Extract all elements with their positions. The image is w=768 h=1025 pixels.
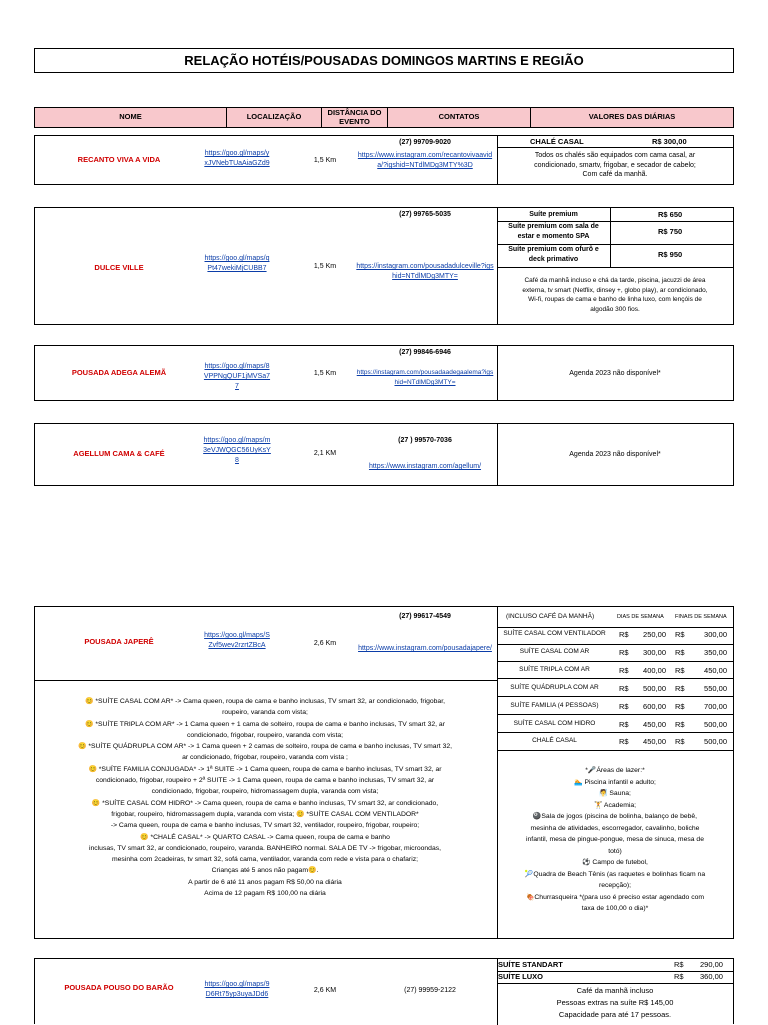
- header-dist-2: EVENTO: [339, 116, 370, 126]
- currency: R$: [619, 647, 629, 657]
- instagram-link[interactable]: https://instagram.com/pousadaadegaalema?igshid=NTdlMDg3MTY=: [356, 369, 494, 386]
- room-price: R$ 300,00: [652, 137, 687, 146]
- phone: (27) 99846-6946: [399, 349, 451, 356]
- desc-line: condicionado, frigobar, roupeiro + 2ª SUITE -> 1 Cama queen, roupa de cama e banho inclusas, TV smart 32, ar: [95, 777, 435, 785]
- weekday-price: 300,00: [643, 647, 666, 657]
- leisure-line: 🏋 Academia;: [593, 801, 637, 809]
- distance: 2,6 Km: [313, 640, 337, 647]
- weekday-price: 450,00: [643, 737, 666, 747]
- currency: R$: [675, 647, 685, 657]
- desc-line: mesinha com 2cadeiras, tv smart 32, sofá cama, ventilador, varanda com rede e vista para o chafariz;: [111, 856, 418, 864]
- distance: 1,5 Km: [313, 263, 337, 270]
- desc-line: Wi-fi, roupas de cama e banho de linha luxo, com lençóis de: [528, 296, 702, 303]
- map-link[interactable]: https://goo.gl/maps/8VPPNgQUF1jMVSa77: [203, 363, 271, 390]
- desc-line: 😊 *CHALÉ CASAL* -> QUARTO CASAL -> Cama queen, roupa de cama e banho: [140, 833, 390, 841]
- leisure-line: *🎤Áreas de lazer:*: [585, 767, 645, 774]
- col-header-week: DIAS DE SEMANA: [617, 614, 664, 620]
- phone: (27) 99709-9020: [399, 139, 451, 146]
- phone: (27) 99765-5035: [399, 211, 451, 218]
- header-valores: VALORES DAS DIÁRIAS: [588, 112, 676, 122]
- weekend-price: 300,00: [704, 630, 727, 639]
- desc-line: -> Cama queen, roupa de cama e banho inclusas, TV smart 32, ventilador, roupeiro, frigobar, roupeiro;: [110, 822, 420, 830]
- desc-line: externa, tv smart (Netflix, dinsey +, globo play), ar condicionado,: [522, 286, 708, 294]
- desc-line: condicionado, frigobar, roupeiro, varanda com vista;: [186, 731, 344, 739]
- distance: 2,6 KM: [313, 987, 337, 994]
- currency: R$: [675, 737, 685, 747]
- distance: 1,5 Km: [313, 370, 337, 377]
- leisure-areas: [497, 765, 733, 915]
- desc-line: inclusas, TV smart 32, ar condicionado, roupeiro, varanda. BANHEIRO normal. SALA DE TV -> frigobar, microondas,: [88, 844, 442, 852]
- weekday-price: 600,00: [643, 701, 666, 711]
- leisure-line: 🎱Sala de jogos (piscina de bolinha, balanço de bebê,: [532, 813, 698, 820]
- instagram-link[interactable]: https://instagram.com/pousadadulceville?igshid=NTdlMDg3MTY=: [356, 263, 494, 280]
- desc-line: Pessoas extras na suíte R$ 145,00: [556, 998, 674, 1007]
- desc-line: algodão 300 fios.: [590, 305, 640, 313]
- desc-line: Capacidade para até 17 pessoas.: [558, 1010, 672, 1019]
- currency: R$: [619, 630, 629, 639]
- currency: R$: [675, 701, 685, 711]
- desc-line: 😊 *SUÍTE CASAL COM AR* -> Cama queen, roupa de cama e banho inclusas, TV smart 32, ar condicionado, frigobar,: [84, 698, 445, 705]
- currency: R$: [619, 701, 629, 711]
- room-name: SUÍTE CASAL COM VENTILADOR: [503, 630, 606, 637]
- desc-line: ar condicionado, frigobar, roupeiro, varanda com vista ;: [182, 754, 348, 762]
- phone: (27) 99617-4549: [399, 613, 451, 620]
- desc-line: 😊 *SUÍTE CASAL COM HIDRO* -> Cama queen, roupa de cama e banho inclusas, TV smart 32, ar condicionado,: [91, 799, 439, 807]
- room-price: 360,00: [700, 972, 723, 981]
- col-header-weekend: FINAIS DE SEMANA: [675, 614, 727, 620]
- hotel-name: DULCE VILLE: [94, 263, 144, 272]
- room-price: 290,00: [700, 960, 723, 969]
- table-header: [34, 107, 734, 128]
- room-name: SUÍTE FAMILIA (4 PESSOAS): [510, 701, 599, 709]
- desc-line: Todos os chalés são equipados com cama casal, ar: [534, 152, 696, 159]
- currency: R$: [675, 683, 685, 693]
- hotel-name: AGELLUM CAMA & CAFÉ: [73, 449, 165, 458]
- weekday-price: 450,00: [643, 719, 666, 729]
- currency: R$: [619, 719, 629, 729]
- desc-line: 😊 *SUÍTE QUÁDRUPLA COM AR* -> 1 Cama queen + 2 camas de solteiro, roupa de cama e banho inclusas, TV smart 32,: [77, 743, 453, 751]
- weekday-price: 400,00: [643, 665, 666, 675]
- room-name: [497, 222, 610, 241]
- header-localizacao: LOCALIZAÇÃO: [227, 108, 322, 127]
- col-header-room: (INCLUSO CAFÉ DA MANHÃ): [506, 613, 595, 620]
- phone: (27 ) 99570-7036: [398, 437, 452, 444]
- leisure-line: ⚽ Campo de futebol,: [582, 859, 648, 866]
- desc-line: Café da manhã incluso: [576, 986, 654, 995]
- page-title: RELAÇÃO HOTÉIS/POUSADAS DOMINGOS MARTINS E REGIÃO: [34, 48, 734, 73]
- hotel-name: POUSADA ADEGA ALEMÃ: [71, 368, 167, 377]
- weekend-price: 700,00: [704, 701, 727, 711]
- map-link[interactable]: https://goo.gl/maps/yxJVNebTUaAiaGZd9: [204, 150, 270, 167]
- hotel-name: RECANTO VIVA A VIDA: [77, 155, 161, 164]
- room-name: CHALÉ CASAL: [532, 737, 577, 745]
- instagram-link[interactable]: https://www.instagram.com/recantovivaavida/?igshid=NTdlMDg3MTY%3D: [357, 152, 493, 169]
- desc-line: 😊 *SUÍTE FAMILIA CONJUGADA* -> 1ª SUITE -> 1 Cama queen, roupa de cama e banho inclusas, TV smart 32, ar: [88, 765, 442, 773]
- desc-line: condicionado, frigobar, roupeiro, hidromassagem dupla, varanda com vista;: [151, 788, 379, 796]
- room-line: Suíte premium com sala de: [508, 223, 599, 230]
- weekday-price: 500,00: [643, 683, 666, 693]
- room-descriptions: [36, 696, 494, 899]
- weekend-price: 550,00: [704, 683, 727, 693]
- weekend-price: 500,00: [704, 737, 727, 747]
- header-distancia: [322, 108, 388, 127]
- room-name: SUÍTE CASAL COM HIDRO: [513, 719, 596, 727]
- desc-line: A partir de 6 até 11 anos pagam R$ 50,00 na diária: [188, 878, 342, 886]
- room-name: CHALÉ CASAL: [530, 137, 584, 146]
- leisure-line: totó): [608, 847, 622, 855]
- leisure-line: infantil, mesa de pingue-pongue, mesa de sinuca, mesa de: [526, 836, 704, 843]
- weekend-price: 350,00: [704, 647, 727, 657]
- leisure-line: mesinha de atividades, escorregador, cavalinho, boliche: [530, 824, 700, 832]
- leisure-line: 🏊 Piscina infantil e adulto;: [574, 778, 656, 786]
- phone: (27) 99959-2122: [404, 987, 456, 994]
- desc-line: Crianças até 5 anos não pagam😊.: [211, 867, 319, 875]
- leisure-line: 🎾Quadra de Beach Tênis (as raquetes e bolinhas ficam na: [524, 870, 706, 878]
- room-name: SUÍTE QUÁDRUPLA COM AR: [510, 683, 599, 691]
- agenda-note: Agenda 2023 não disponível*: [569, 370, 661, 377]
- map-link[interactable]: https://goo.gl/maps/9D6Rt75yp3uyaJDd6: [204, 981, 270, 998]
- leisure-line: 🧖 Sauna;: [599, 790, 631, 797]
- desc-line: Acima de 12 pagam R$ 100,00 na diária: [204, 890, 326, 898]
- instagram-link[interactable]: https://www.instagram.com/pousadajapere/: [358, 645, 492, 652]
- header-nome: NOME: [35, 108, 227, 127]
- leisure-line: 🍖Churrasqueira *(para uso é preciso estar agendado com: [525, 893, 705, 901]
- currency: R$: [674, 972, 684, 981]
- header-dist-1: DISTÂNCIA DO: [327, 108, 382, 118]
- leisure-line: recepção);: [598, 882, 632, 889]
- room-name: SUÍTE LUXO: [498, 972, 544, 981]
- room-desc: [497, 985, 733, 1021]
- distance: 1,5 Km: [313, 157, 337, 164]
- desc-line: Café da manhã incluso e chá da tarde, piscina, jacuzzi de área: [524, 277, 706, 284]
- room-line: Suíte premium com ofurô e: [508, 246, 599, 253]
- map-link[interactable]: https://goo.gl/maps/m3eVJWQGC56UyKsY8: [203, 437, 271, 464]
- instagram-link[interactable]: https://www.instagram.com/agellum/: [368, 463, 482, 470]
- room-name: [497, 245, 610, 264]
- distance: 2,1 KM: [313, 450, 337, 457]
- map-link[interactable]: https://goo.gl/maps/SZvf5wev2rzrtZBcA: [204, 632, 270, 649]
- room-price: R$ 650: [658, 210, 683, 219]
- room-price: R$ 750: [658, 227, 683, 236]
- room-name: SUÍTE STANDART: [498, 960, 563, 969]
- currency: R$: [674, 960, 684, 969]
- desc-line: Com café da manhã.: [582, 171, 648, 178]
- room-name: SUÍTE TRIPLA COM AR: [519, 665, 590, 673]
- hotel-name: POUSADA JAPERÊ: [84, 637, 154, 646]
- agenda-note: Agenda 2023 não disponível*: [569, 451, 661, 458]
- room-name: Suíte premium: [529, 211, 578, 218]
- desc-line: frigobar, roupeiro, hidromassagem dupla, varanda com vista; 😊 *SUÍTE CASAL COM VENTILADOR*: [111, 810, 419, 818]
- currency: R$: [619, 737, 629, 747]
- currency: R$: [675, 630, 685, 639]
- currency: R$: [675, 665, 685, 675]
- room-desc: [497, 151, 733, 180]
- weekend-price: 450,00: [704, 665, 727, 675]
- hotel-name: POUSADA POUSO DO BARÃO: [64, 983, 174, 992]
- map-link[interactable]: https://goo.gl/maps/qPt47wekiMjCUBB7: [204, 255, 270, 272]
- room-price: R$ 950: [658, 250, 683, 259]
- desc-line: roupeiro, varanda com vista;: [222, 709, 308, 717]
- desc-line: 😊 *SUÍTE TRIPLA COM AR* -> 1 Cama queen + 1 cama de solteiro, roupa de cama e banho inclusas, TV smart 32, ar: [85, 720, 445, 728]
- currency: R$: [619, 665, 629, 675]
- weekend-price: 500,00: [704, 719, 727, 729]
- weekday-price: 250,00: [643, 630, 666, 639]
- room-name: SUÍTE CASAL COM AR: [519, 647, 590, 655]
- header-contatos: CONTATOS: [388, 108, 531, 127]
- room-desc: [497, 276, 733, 314]
- currency: R$: [619, 683, 629, 693]
- currency: R$: [675, 719, 685, 729]
- room-line: deck primativo: [528, 255, 579, 263]
- desc-line: condicionado, smartv, frigobar, e secador de cabelo;: [534, 161, 696, 169]
- leisure-line: taxa de 100,00 o dia)*: [581, 905, 649, 912]
- room-line: estar e momento SPA: [517, 232, 590, 240]
